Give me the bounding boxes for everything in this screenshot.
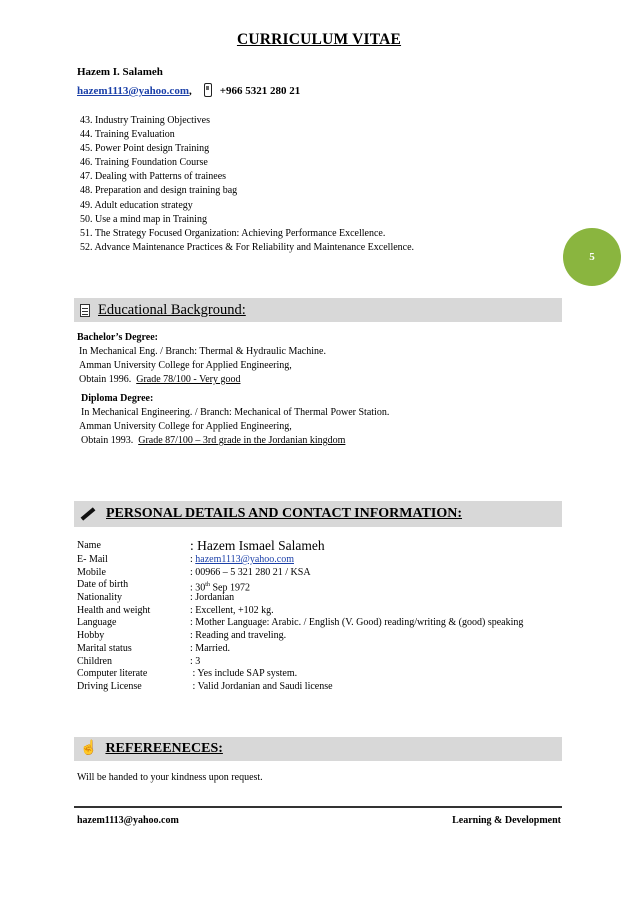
detail-row-nationality [77,592,523,605]
detail-value: : 00966 – 5 321 280 21 / KSA [190,566,311,578]
diploma-obtain [77,434,389,448]
detail-row-driving [77,681,523,694]
detail-row-marital [77,643,523,656]
personal-section-header [74,501,562,527]
hand-icon: ☝ [80,741,98,756]
list-item: 44. Training Evaluation [80,129,175,141]
list-item: 48. Preparation and design training bag [80,185,238,197]
detail-label: Health and weight [77,604,151,616]
detail-row-dob [77,579,523,592]
dob-suffix: th [205,582,210,589]
list-item: 47. Dealing with Patterns of trainees [80,171,227,183]
phone-number: +966 5321 280 21 [219,85,301,97]
list-item: 45. Power Point design Training [80,143,210,155]
detail-label: Driving License [77,680,142,692]
footer-divider [74,806,562,808]
bachelor-college: Amman University College for Applied Engineering, [79,360,292,371]
email-link[interactable]: hazem1113@yahoo.com [77,85,189,97]
detail-row-mobile [77,567,523,580]
diploma-grade: Grade 87/100 – 3rd grade in the Jordanian kingdom [138,435,346,446]
detail-label: Date of birth [77,579,129,591]
detail-value: : Yes include SAP system. [190,668,298,680]
diploma-college: Amman University College for Applied Engineering, [79,421,292,432]
detail-row-language [77,617,523,630]
education-section-header [74,298,562,322]
references-text: Will be handed to your kindness upon request. [77,772,263,783]
diploma-block [77,392,389,448]
detail-value: : Hazem Ismael Salameh [190,538,325,553]
detail-label: E- Mail [77,554,108,565]
detail-value: : Valid Jordanian and Saudi license [190,680,333,692]
detail-value: : Mother Language: Arabic. / English (V. Good) reading/writing & (good) speaking [190,617,524,629]
bachelor-obtain [77,373,326,387]
list-item: 49. Adult education strategy [80,199,193,211]
list-item: 43. Industry Training Objectives [80,115,210,126]
references-heading: REFEREENECES: [105,741,223,756]
diploma-title: Diploma Degree: [81,393,154,404]
list-item: 51. The Strategy Focused Organization: Achieving Performance Excellence. [80,227,386,239]
dob-month-year: Sep 1972 [209,582,250,594]
detail-label: Name [77,540,101,551]
detail-label: Children [77,655,112,667]
detail-label: Language [77,617,117,629]
separator: , [188,85,192,97]
footer-department: Learning & Development [452,815,561,826]
detail-row-computer [77,668,523,681]
dob-day: : 30 [190,582,206,594]
personal-heading: PERSONAL DETAILS AND CONTACT INFORMATION: [106,506,463,521]
author-name: Hazem I. Salameh [77,66,163,78]
pencil-icon [81,507,96,520]
detail-label: Hobby [77,630,105,642]
detail-value: : Excellent, +102 kg. [190,604,274,616]
detail-value-prefix: : [190,554,196,565]
detail-value: : Jordanian [190,592,235,604]
detail-value: : Married. [190,642,230,654]
detail-row-hobby [77,630,523,643]
bachelor-year: Obtain 1996. [79,374,137,385]
mobile-phone-icon [204,83,212,97]
diploma-year: Obtain 1993. [81,435,139,446]
diploma-branch: In Mechanical Engineering. / Branch: Mechanical of Thermal Power Station. [81,407,390,418]
references-section-header [74,737,562,761]
detail-label: Nationality [77,592,122,604]
detail-value: : Reading and traveling. [190,630,287,642]
list-item: 46. Training Foundation Course [80,157,208,169]
detail-email-link[interactable]: hazem1113@yahoo.com [195,554,294,565]
document-title: CURRICULUM VITAE [236,31,402,48]
detail-row-health [77,605,523,618]
education-heading: Educational Background: [98,301,246,318]
training-list [80,114,414,255]
contact-line [77,84,300,98]
bachelor-title: Bachelor’s Degree: [77,332,158,343]
list-item: 50. Use a mind map in Training [80,213,207,225]
detail-row-name [77,537,523,554]
bachelor-block [77,331,326,387]
personal-details-table [77,537,523,694]
detail-row-email [77,554,523,567]
page-number-badge: 5 [563,228,621,286]
footer-email: hazem1113@yahoo.com [77,815,179,826]
bachelor-grade: Grade 78/100 - Very good [136,374,241,385]
detail-label: Mobile [77,566,106,578]
notepad-icon [80,304,90,317]
page-footer [77,815,561,826]
detail-label: Computer literate [77,668,148,680]
bachelor-branch: In Mechanical Eng. / Branch: Thermal & Hydraulic Machine. [79,346,326,357]
detail-value: : 3 [190,655,201,667]
detail-row-children [77,656,523,669]
list-item: 52. Advance Maintenance Practices & For Reliability and Maintenance Excellence. [80,241,415,253]
detail-label: Marital status [77,642,132,654]
